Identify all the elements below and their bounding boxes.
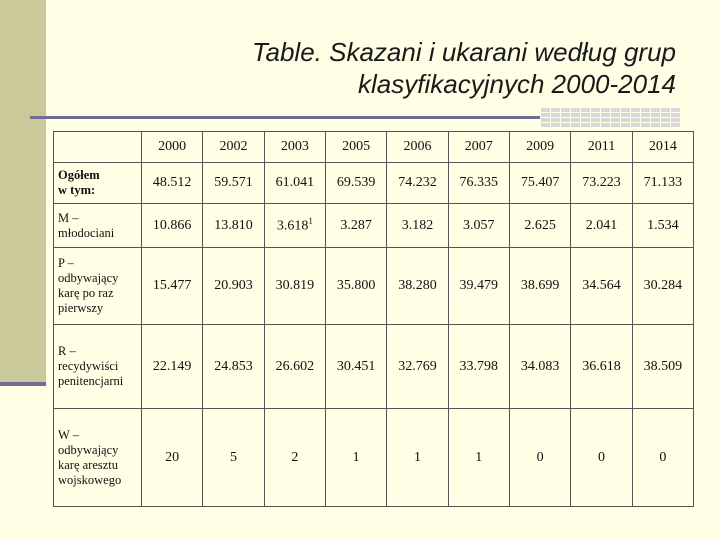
row-label: P – odbywający karę po raz pierwszy	[54, 248, 142, 325]
header-corner	[54, 132, 142, 163]
table-cell: 38.509	[632, 325, 693, 409]
table-cell: 0	[632, 409, 693, 507]
year-header: 2009	[509, 132, 570, 163]
title-line-2: klasyfikacyjnych 2000-2014	[358, 69, 676, 99]
table-cell: 38.280	[387, 248, 448, 325]
table-cell: 34.564	[571, 248, 632, 325]
table-row	[54, 409, 694, 507]
table-cell: 30.819	[264, 248, 325, 325]
table-cell: 2.625	[509, 204, 570, 248]
table-cell: 26.602	[264, 325, 325, 409]
year-header: 2011	[571, 132, 632, 163]
table-cell: 24.853	[203, 325, 264, 409]
year-header: 2006	[387, 132, 448, 163]
row-label: W – odbywający karę aresztu wojskowego	[54, 409, 142, 507]
table-row	[54, 325, 694, 409]
footnote-marker: 1	[308, 216, 313, 227]
table-cell: 74.232	[387, 163, 448, 204]
table-cell: 30.284	[632, 248, 693, 325]
table-cell: 73.223	[571, 163, 632, 204]
left-decor-underline	[0, 382, 46, 386]
table-cell: 75.407	[509, 163, 570, 204]
table-row	[54, 163, 694, 204]
table-cell: 3.287	[325, 204, 386, 248]
table-cell: 1.534	[632, 204, 693, 248]
left-decor-bar	[0, 0, 46, 382]
year-header: 2003	[264, 132, 325, 163]
table-cell: 22.149	[142, 325, 203, 409]
year-header: 2007	[448, 132, 509, 163]
table-cell: 1	[448, 409, 509, 507]
table-cell: 30.451	[325, 325, 386, 409]
year-header: 2014	[632, 132, 693, 163]
table-cell: 32.769	[387, 325, 448, 409]
table-cell: 35.800	[325, 248, 386, 325]
table-cell: 3.182	[387, 204, 448, 248]
table-cell: 20	[142, 409, 203, 507]
title-underline	[30, 116, 540, 119]
table-cell: 3.618$^1$	[264, 204, 325, 248]
table-cell: 76.335	[448, 163, 509, 204]
table-cell: 3.057	[448, 204, 509, 248]
slide-title	[76, 36, 676, 100]
table-cell: 0	[509, 409, 570, 507]
table-cell: 20.903	[203, 248, 264, 325]
table-cell: 39.479	[448, 248, 509, 325]
table-cell: 34.083	[509, 325, 570, 409]
table-row	[54, 248, 694, 325]
table-cell: 0	[571, 409, 632, 507]
table-row	[54, 204, 694, 248]
year-header: 2002	[203, 132, 264, 163]
table-cell: 15.477	[142, 248, 203, 325]
table-cell: 1	[387, 409, 448, 507]
table-cell: 2.041	[571, 204, 632, 248]
table-cell: 1	[325, 409, 386, 507]
table-cell: 69.539	[325, 163, 386, 204]
table-cell: 48.512	[142, 163, 203, 204]
table-cell: 59.571	[203, 163, 264, 204]
year-header: 2005	[325, 132, 386, 163]
table-cell: 33.798	[448, 325, 509, 409]
title-line-1: Table. Skazani i ukarani według grup	[252, 37, 676, 67]
row-label: M – młodociani	[54, 204, 142, 248]
table-cell: 61.041	[264, 163, 325, 204]
row-label: Ogółem w tym:	[54, 163, 142, 204]
row-label: R – recydywiści penitencjarni	[54, 325, 142, 409]
statistics-table	[53, 131, 694, 507]
table-cell: 38.699	[509, 248, 570, 325]
grid-decoration	[540, 107, 680, 127]
table-cell: 2	[264, 409, 325, 507]
header-row	[54, 132, 694, 163]
table-cell: 13.810	[203, 204, 264, 248]
table-cell: 36.618	[571, 325, 632, 409]
table-cell: 5	[203, 409, 264, 507]
year-header: 2000	[142, 132, 203, 163]
table-cell: 10.866	[142, 204, 203, 248]
table-cell: 71.133	[632, 163, 693, 204]
